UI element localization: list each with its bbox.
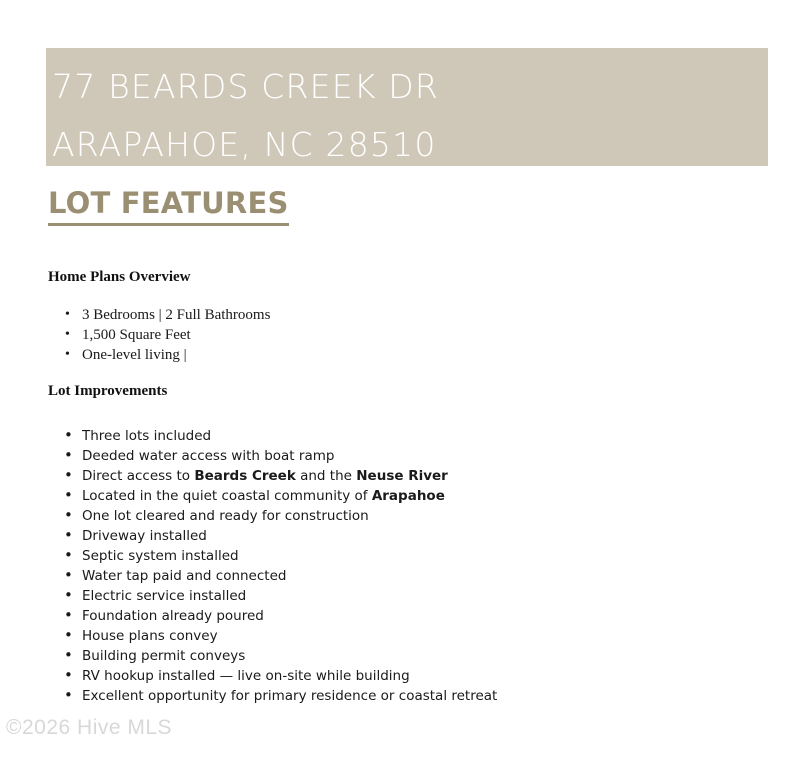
list-item: • Foundation already poured <box>82 607 497 627</box>
list-item: • 1,500 Square Feet <box>82 325 270 345</box>
address-line-city-state-zip: ARAPAHOE, NC 28510 <box>52 125 437 164</box>
list-item: • Excellent opportunity for primary residence or coastal retreat <box>82 687 497 707</box>
list-item: • 3 Bedrooms | 2 Full Bathrooms <box>82 305 270 325</box>
home-plans-list <box>48 305 270 365</box>
section-heading-lot-improvements: Lot Improvements <box>48 383 168 399</box>
list-item: • House plans convey <box>82 627 497 647</box>
list-item: • One lot cleared and ready for construction <box>82 507 497 527</box>
list-item: • Septic system installed <box>82 547 497 567</box>
address-line-street: 77 BEARDS CREEK DR <box>52 67 440 106</box>
list-item: • Located in the quiet coastal community of Arapahoe <box>82 487 497 507</box>
list-item: • Driveway installed <box>82 527 497 547</box>
section-heading-home-plans: Home Plans Overview <box>48 269 191 285</box>
list-item: • RV hookup installed — live on-site while building <box>82 667 497 687</box>
page-title: LOT FEATURES <box>48 186 289 226</box>
list-item: • Electric service installed <box>82 587 497 607</box>
list-item: • Deeded water access with boat ramp <box>82 447 497 467</box>
list-item: • Building permit conveys <box>82 647 497 667</box>
lot-improvements-list <box>48 427 497 707</box>
list-item: • One-level living | <box>82 345 270 365</box>
list-item: • Direct access to Beards Creek and the Neuse River <box>82 467 497 487</box>
address-banner <box>46 48 768 166</box>
list-item: • Three lots included <box>82 427 497 447</box>
watermark: ©2026 Hive MLS <box>6 716 173 739</box>
list-item: • Water tap paid and connected <box>82 567 497 587</box>
